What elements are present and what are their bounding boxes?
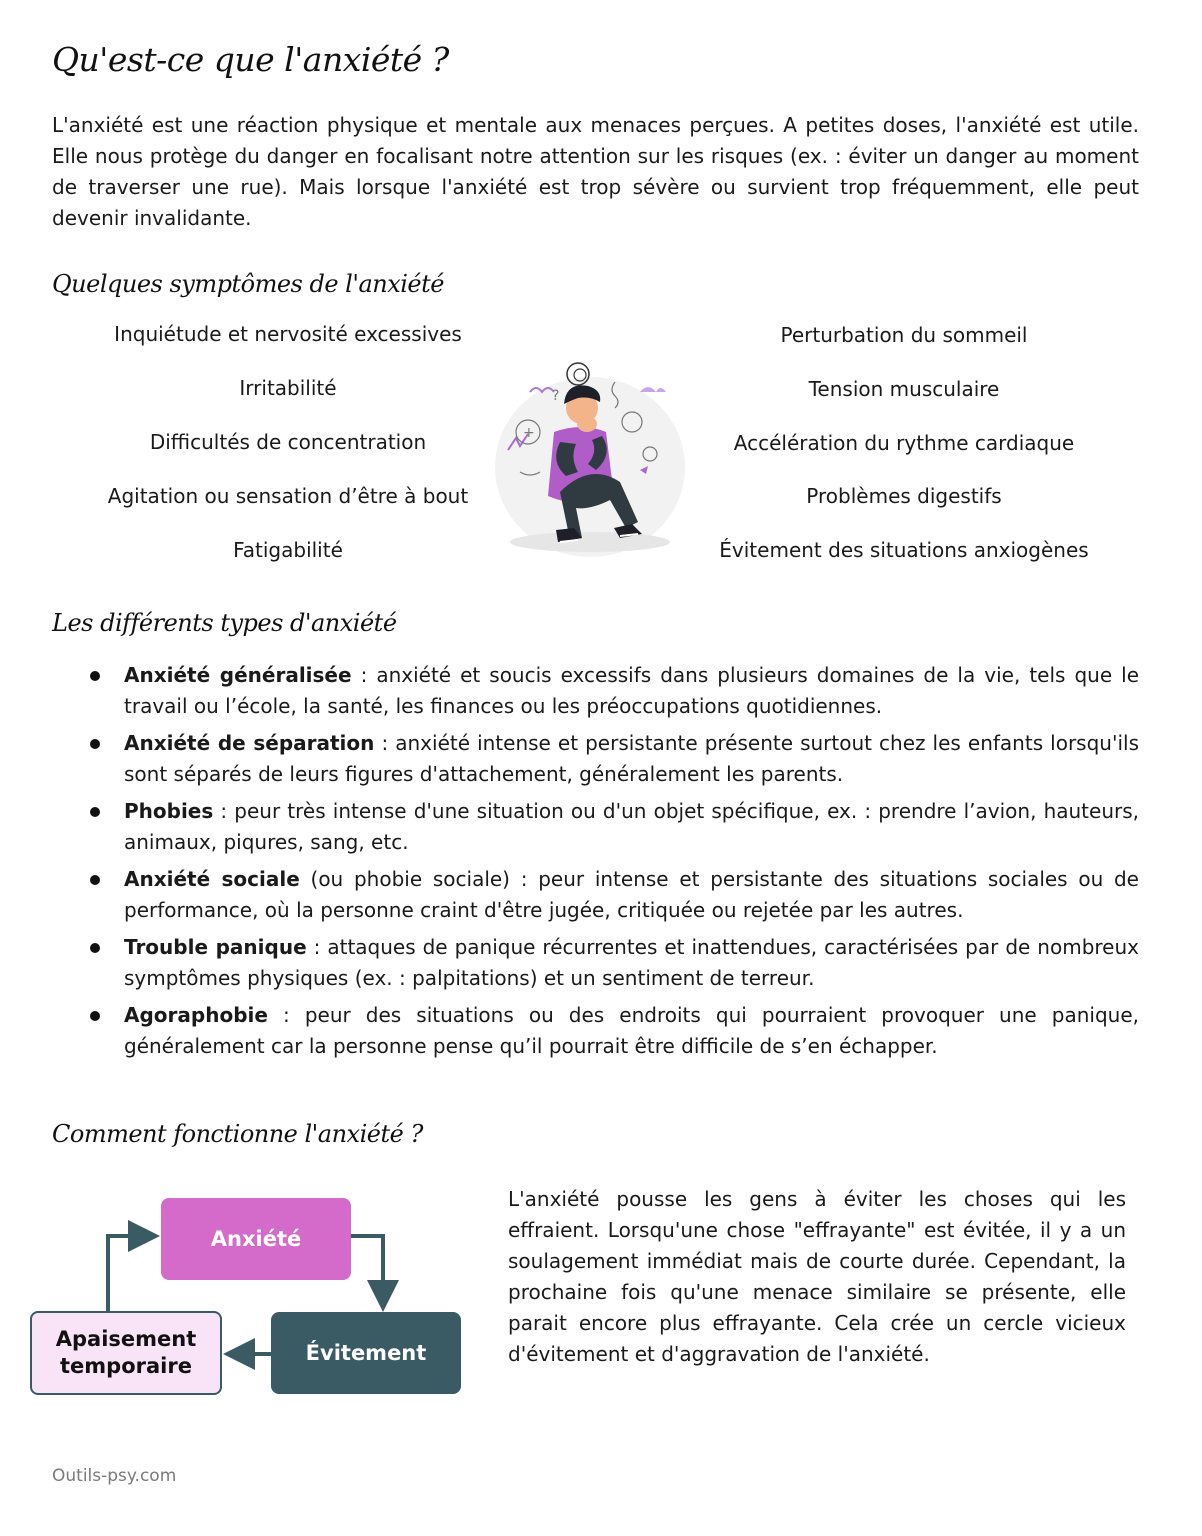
how-heading: Comment fonctionne l'anxiété ? xyxy=(52,1120,423,1148)
list-item xyxy=(52,932,1139,994)
svg-text:+: + xyxy=(523,425,535,441)
list-item-text: : peur très intense d'une situation ou d'un objet spécifique, ex. : prendre l’avion, hauteurs, animaux, piqures, sang, etc. xyxy=(124,799,1139,854)
how-paragraph: L'anxiété pousse les gens à éviter les choses qui les effraient. Lorsqu'une chose "effrayante" est évitée, il y a un soulagement immédiat mais de courte durée. Cependant, la prochaine fois qu'une menace similaire se présente, elle parait encore plus effrayante. Cela crée un cercle vicieux d'évitement et d'aggravation de l'anxiété. xyxy=(508,1187,1126,1366)
symptom-left-3: Difficultés de concentration xyxy=(149,430,427,454)
avoidance-box xyxy=(271,1312,461,1394)
anxiety-label: Anxiété xyxy=(210,1226,302,1251)
symptom-right-2: Tension musculaire xyxy=(808,377,1000,401)
relief-label-line1: Apaisement xyxy=(55,1327,197,1351)
bullet-icon xyxy=(90,943,100,953)
anxiety-cycle-diagram xyxy=(28,1192,468,1402)
list-item xyxy=(52,796,1139,858)
bullet-icon xyxy=(90,739,100,749)
list-item-term: Phobies xyxy=(124,799,214,823)
symptom-left-5: Fatigabilité xyxy=(233,538,343,562)
arrow-anxiety-to-avoidance xyxy=(351,1236,383,1304)
symptom-right-3: Accélération du rythme cardiaque xyxy=(733,431,1075,455)
list-item-term: Trouble panique xyxy=(124,935,307,959)
intro-paragraph: L'anxiété est une réaction physique et mentale aux menaces perçues. A petites doses, l'anxiété est utile. Elle nous protège du danger en focalisant notre attention sur les risques (ex. : éviter un danger au moment de traverser une rue). Mais lorsque l'anxiété est trop sévère ou survient trop fréquemment, elle peut devenir invalidante. xyxy=(52,113,1139,230)
symptom-right-1: Perturbation du sommeil xyxy=(780,323,1028,347)
list-item-text: : attaques de panique récurrentes et inattendues, caractérisées par de nombreux symptômes physiques (ex. : palpitations) et un sentiment de terreur. xyxy=(124,935,1139,990)
types-heading: Les différents types d'anxiété xyxy=(52,609,397,637)
list-item-term: Anxiété de séparation xyxy=(124,731,375,755)
symptom-right-5: Évitement des situations anxiogènes xyxy=(719,538,1089,562)
svg-text:?: ? xyxy=(552,388,560,404)
arrow-relief-to-anxiety xyxy=(108,1236,152,1311)
relief-box xyxy=(30,1311,222,1395)
list-item-text: : anxiété et soucis excessifs dans plusieurs domaines de la vie, tels que le travail ou l’école, la santé, les finances ou les préoccupations quotidiennes. xyxy=(124,663,1140,718)
list-item-text: : anxiété intense et persistante présente surtout chez les enfants lorsqu'ils sont séparés de leurs figures d'attachement, généralement les parents. xyxy=(124,731,1139,786)
symptom-left-1: Inquiétude et nervosité excessives xyxy=(114,322,462,346)
bullet-icon xyxy=(90,671,100,681)
relief-label-line2: temporaire xyxy=(60,1354,192,1378)
anxiety-box xyxy=(161,1198,351,1280)
avoidance-label: Évitement xyxy=(305,1340,427,1365)
bullet-icon xyxy=(90,1011,100,1021)
list-item-text: (ou phobie sociale) : peur intense et persistante des situations sociales ou de performance, où la personne craint d'être jugée, critiquée ou rejetée par les autres. xyxy=(124,867,1139,922)
anxiety-types-list xyxy=(52,660,1139,1068)
bullet-icon xyxy=(90,807,100,817)
list-item xyxy=(52,728,1139,790)
list-item-term: Anxiété généralisée xyxy=(124,663,352,687)
symptom-left-4: Agitation ou sensation d’être à bout xyxy=(107,484,469,508)
list-item-text: : peur des situations ou des endroits qui pourraient provoquer une panique, généralement car la personne pense qu’il pourrait être difficile de s’en échapper. xyxy=(124,1003,1139,1058)
symptom-left-2: Irritabilité xyxy=(239,376,337,400)
page-title: Qu'est-ce que l'anxiété ? xyxy=(52,40,449,79)
list-item xyxy=(52,864,1139,926)
symptoms-heading: Quelques symptômes de l'anxiété xyxy=(52,270,444,298)
anxious-person-illustration-icon xyxy=(490,352,695,562)
list-item xyxy=(52,660,1139,722)
footer-source: Outils-psy.com xyxy=(52,1466,177,1486)
list-item-term: Anxiété sociale xyxy=(124,867,300,891)
list-item-term: Agoraphobie xyxy=(124,1003,268,1027)
bullet-icon xyxy=(90,875,100,885)
symptom-right-4: Problèmes digestifs xyxy=(806,484,1002,508)
list-item xyxy=(52,1000,1139,1062)
